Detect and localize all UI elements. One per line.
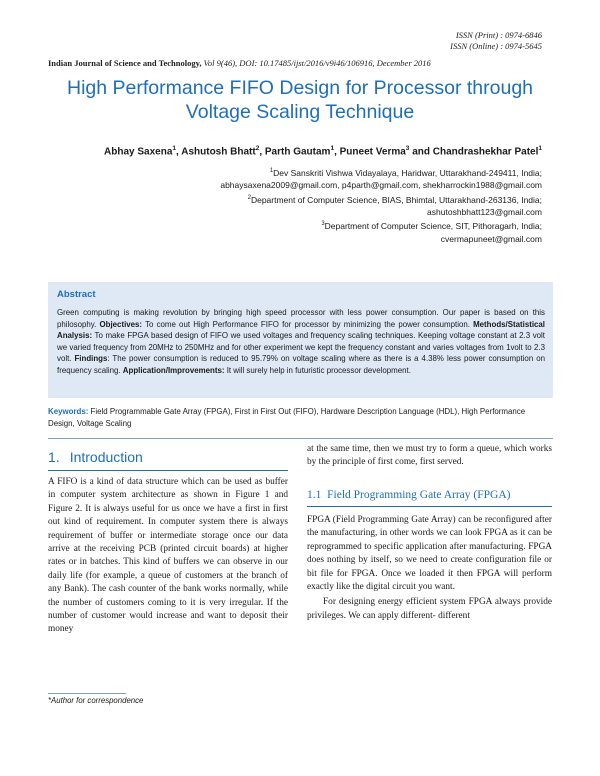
footnote-divider: [48, 693, 126, 694]
affiliation-3-email[interactable]: cvermapuneet@gmail.com: [440, 233, 542, 244]
keywords-label: Keywords:: [48, 407, 89, 416]
keywords-text: Field Programmable Gate Array (FPGA), First in First Out (FIFO), Hardware Description Language (HDL), High Performance Design, Voltage Scaling: [48, 407, 526, 428]
issn-block: [450, 30, 542, 51]
body-column-left: [48, 476, 288, 637]
footnote-correspondence: *Author for correspondence: [48, 696, 144, 705]
journal-doi: DOI: 10.17485/ijst/2016/v9i46/106916, December 2016: [239, 58, 431, 68]
paragraph: at the same time, then we must try to form a queue, which works by the principle of first come, first served.: [307, 444, 552, 468]
section-title: Introduction: [69, 449, 143, 465]
title-line-2: Voltage Scaling Technique: [185, 101, 415, 123]
abstract-heading: Abstract: [57, 289, 96, 300]
journal-name: Indian Journal of Science and Technology,: [48, 58, 202, 68]
affiliation-1: $^1$Dev Sanskriti Vishwa Vidayalaya, Haridwar, Uttarakhand-249411, India;: [269, 167, 542, 178]
affiliation-1-emails[interactable]: abhaysaxena2009@gmail.com, p4parth@gmail.com, shekharrockin1988@gmail.com: [220, 180, 542, 191]
keywords: [48, 406, 553, 429]
author-name: Chandrashekhar Patel: [432, 146, 539, 158]
affiliation-2-email[interactable]: ashutoshbhatt123@gmail.com: [427, 206, 542, 217]
subsection-title: Field Programming Gate Array (FPGA): [327, 489, 511, 501]
author-list: Abhay Saxena$^1$, Ashutosh Bhatt$^2$, Parth Gautam$^1$, Puneet Verma$^3$ and Chandrashekhar Patel$^1$: [104, 145, 542, 158]
author-name: Puneet Verma: [339, 146, 406, 158]
section-number: 1.: [48, 449, 60, 465]
paragraph: For designing energy efficient system FPGA always provide privileges. We can apply different- different: [307, 597, 552, 621]
affiliations: [170, 165, 542, 245]
issn-print: ISSN (Print) : 0974-6846: [455, 30, 542, 40]
abstract-text: Green computing is making revolution by bringing high speed processor with less power consumption. Our paper is based on this philosophy. Objectives: To come out High Performance FIFO for processor by minimizing the power consumption. Methods/Statistical Analysis: To make FPGA based design of FIFO we used voltages and frequency scaling techniques. Keeping voltage constant at 2.3 volt we varied frequency from 20MHz to 250MHz and for other experiment we kept the frequency constant and varies voltages from 1volt to 2.3 volt. Findings: The power consumption is reduced to 95.79% on voltage scaling where as there is a 4.38% less power consumption on frequency scaling. Application/Improvements: It will surely help in futuristic processor development.: [57, 308, 545, 375]
affiliation-3: $^3$Department of Computer Science, SIT, Pithoragarh, India;: [321, 221, 542, 232]
paragraph: FPGA (Field Programming Gate Array) can be reconfigured after the manufacturing, in other words we can look FPGA as it can be reprogrammed to specific application after manufacturing. FPGA does nothing by itself, so we need to create configuration file or bit file for FPGA. Once we loaded it then FPGA will perform exactly like the digital circuit you want.: [307, 515, 552, 593]
author-name: Abhay Saxena: [104, 146, 173, 158]
section-heading-introduction: [48, 449, 288, 471]
body-column-right-top: [307, 443, 552, 470]
affiliation-2: $^2$Department of Computer Science, BIAS, Bhimtal, Uttarakhand-263136, India;: [247, 194, 542, 205]
journal-volume: Vol 9(46),: [203, 58, 238, 68]
subsection-number: 1.1: [307, 489, 322, 501]
author-name: Ashutosh Bhatt: [181, 146, 256, 158]
section-divider: [48, 438, 553, 439]
body-column-right: [307, 514, 552, 623]
title-line-1: High Performance FIFO Design for Processor through: [66, 77, 534, 99]
author-name: Parth Gautam: [264, 146, 331, 158]
paper-title: [40, 76, 560, 124]
abstract-box: [48, 282, 553, 398]
paragraph: A FIFO is a kind of data structure which can be used as buffer in computer system architecture as shown in Figure 1 and Figure 2. It is always useful for us once we have a first in first out kind of requirement. In computer system there is always requirement of buffer or intermediate storage once our data arrive at the receiving PCB (printed circuit boards) at higher rates or in batches. This kind of buffers we can observe in our daily life (for example, a queue of customers at the branch of any Bank). The cash counter of the bank works normally, while the number of customers coming to it is very irregular. If the number of customer would increase and want to deposit their money: [48, 477, 288, 635]
subsection-heading-fpga: [307, 489, 552, 507]
issn-online: ISSN (Online) : 0974-5645: [450, 40, 542, 51]
journal-citation: [48, 58, 431, 68]
